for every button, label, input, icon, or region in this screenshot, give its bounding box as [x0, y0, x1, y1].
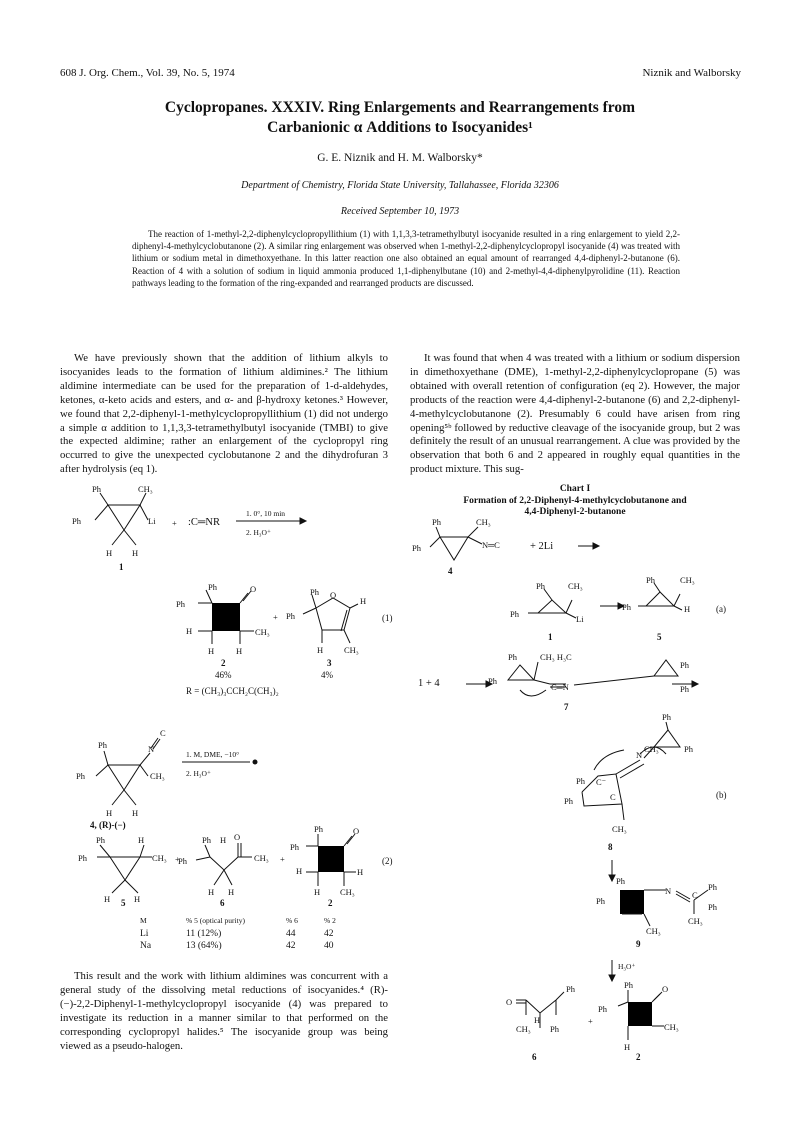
- svg-text:Li: Li: [148, 516, 156, 526]
- svg-text:C: C: [160, 728, 166, 738]
- svg-text:CH₃: CH₃: [680, 575, 695, 585]
- affiliation: Department of Chemistry, Florida State University, Tallahassee, Florida 32306: [241, 180, 559, 191]
- svg-text:+: +: [175, 854, 180, 864]
- right-paragraph-1: It was found that when 4 was treated with a lithium or sodium dispersion in dimethoxyethane (DME), 1-methyl-2,2-diphenylcyclopropane (5) was obtained with overall retention of configuration (eq 2). However, the major products of the reaction were 4,4-diphenyl-2-butanone (6) and 2,2-diphenyl-4-methylcyclobutanone (2). Presumably 6 could have arisen from ring opening⁵ᵇ followed by reductive cleavage of the isocyanide group, but 2 was definitely the result of an unusual rearrangement. A clue was provided by the observation that both 6 and 2 appeared in roughly equal quantities in the product mixture. This sug-: [410, 352, 740, 476]
- svg-text:CH₃: CH₃: [568, 581, 583, 591]
- svg-text:Ph: Ph: [178, 856, 187, 866]
- svg-text:+: +: [588, 1016, 593, 1026]
- compound-2-yield: 46%: [215, 670, 232, 680]
- chart-label-8: 8: [608, 842, 613, 852]
- pathway-b-label: (b): [716, 790, 727, 800]
- svg-text:H: H: [317, 645, 324, 655]
- svg-text:Ph: Ph: [290, 842, 299, 852]
- title-line-2: Carbanionic α Additions to Isocyanides¹: [267, 119, 533, 136]
- svg-text:CH₃: CH₃: [612, 824, 627, 834]
- chart-caption-line-1: Formation of 2,2-Diphenyl-4-methylcyclobutanone and: [463, 495, 687, 506]
- table-header-cell: % 6: [286, 916, 298, 925]
- table-header-cell: M: [140, 916, 147, 925]
- svg-text:Ph: Ph: [596, 896, 605, 906]
- compound-2-label: 2: [221, 658, 226, 668]
- svg-text:Ph: Ph: [646, 575, 655, 585]
- chart-compound-8-structure: [564, 712, 694, 834]
- svg-text:CH₃: CH₃: [516, 1024, 531, 1034]
- svg-text:CH₃: CH₃: [476, 517, 491, 527]
- svg-text:O: O: [330, 590, 337, 600]
- compound-1-label: 1: [119, 562, 124, 572]
- svg-text:H: H: [357, 867, 364, 877]
- svg-text:Ph: Ph: [680, 684, 689, 694]
- svg-text:O: O: [662, 984, 669, 994]
- compound-2-label-eq2: 2: [328, 898, 333, 908]
- svg-text:H: H: [106, 808, 113, 818]
- svg-text:N: N: [148, 744, 155, 754]
- table-cell: 13 (64%): [186, 941, 222, 951]
- svg-text:O: O: [250, 584, 257, 594]
- svg-text:O: O: [353, 826, 360, 836]
- r-definition: R = (CH₃)₃CCH₂C(CH₃)₂: [186, 686, 279, 696]
- svg-text:Ph: Ph: [208, 582, 217, 592]
- svg-text:Ph: Ph: [566, 984, 575, 994]
- svg-text:Ph: Ph: [622, 602, 631, 612]
- svg-text:H: H: [236, 646, 243, 656]
- svg-text:H: H: [684, 604, 691, 614]
- svg-text:Ph: Ph: [202, 835, 211, 845]
- svg-text:H: H: [132, 808, 139, 818]
- table-cell: Li: [140, 929, 149, 939]
- svg-text:Ph: Ph: [286, 611, 295, 621]
- table-cell: 42: [286, 941, 296, 951]
- svg-text:Ph: Ph: [72, 516, 81, 526]
- pathway-a-label: (a): [716, 604, 726, 614]
- svg-text:CH₃: CH₃: [688, 916, 703, 926]
- one-plus-four: 1 + 4: [418, 678, 440, 689]
- svg-text:H: H: [220, 835, 227, 845]
- svg-text:Ph: Ph: [708, 882, 717, 892]
- svg-text:+: +: [172, 518, 177, 528]
- compound-6-label: 6: [220, 898, 225, 908]
- hydrolysis-label: H₃O⁺: [618, 962, 636, 971]
- svg-text:CH₃: CH₃: [644, 744, 659, 754]
- svg-text:Ph: Ph: [78, 853, 87, 863]
- eq1-condition-2: 2. H₃O⁺: [246, 528, 271, 537]
- svg-text:Ph: Ph: [432, 517, 441, 527]
- chart-title: Chart I: [559, 484, 591, 494]
- received-date: Received September 10, 1973: [340, 206, 460, 217]
- chart-caption-line-2: 4,4-Diphenyl-2-butanone: [524, 507, 626, 517]
- svg-text:CH₃: CH₃: [340, 887, 355, 897]
- svg-text:H: H: [186, 626, 193, 636]
- chart-compound-4-structure: [412, 517, 500, 560]
- svg-text:Ph: Ph: [488, 676, 497, 686]
- eq2-number: (2): [382, 856, 393, 866]
- svg-text:+: +: [280, 854, 285, 864]
- chart-compound-2-structure: [598, 980, 679, 1052]
- authors: G. E. Niznik and H. M. Walborsky*: [317, 152, 483, 164]
- chart-label-5: 5: [657, 632, 662, 642]
- svg-text:CH₃: CH₃: [344, 645, 359, 655]
- svg-text:C⁻: C⁻: [596, 777, 607, 787]
- compound-3-yield: 4%: [321, 670, 333, 680]
- svg-text:H: H: [534, 1015, 541, 1025]
- chart-compound-7-structure: [488, 652, 690, 696]
- svg-text:Ph: Ph: [598, 1004, 607, 1014]
- svg-text:H: H: [228, 887, 235, 897]
- svg-text:H: H: [138, 835, 145, 845]
- left-paragraph-2: This result and the work with lithium aldimines was concurrent with a general study of the dissolving metal reductions of isocyanides.⁴ (R)-(−)-2,2-Diphenyl-1-methylcyclopropyl isocyanide (4) was prepared to investigate its reduction in a manner similar to that performed on the corresponding cyclopropyl halides.⁵ The isocyanide group was being viewed as a pseudo-halogen.: [60, 970, 388, 1052]
- table-cell: 40: [324, 941, 334, 951]
- svg-text:Ph: Ph: [96, 835, 105, 845]
- svg-text:Ph: Ph: [510, 609, 519, 619]
- svg-text:H: H: [106, 548, 113, 558]
- table-cell: 11 (12%): [186, 929, 222, 939]
- svg-text:H: H: [296, 866, 303, 876]
- svg-text:Ph: Ph: [310, 587, 319, 597]
- svg-text:Ph: Ph: [616, 876, 625, 886]
- svg-text:CH₃: CH₃: [255, 627, 270, 637]
- abstract: The reaction of 1-methyl-2,2-diphenylcyclopropyllithium (1) with 1,1,3,3-tetramethylbutyl isocyanide resulted in a ring enlargement to yield 2,2-diphenyl-4-methylcyclobutanone (2). A similar ring enlargement was observed when 1-methyl-2,2-diphenylcyclopropyl isocyanide (4) was treated with lithium or sodium metal in dimethoxyethane. In this latter reaction one also obtained an equal amount of rearranged 4,4-diphenyl-2-butanone (6). Reaction of 4 with a solution of sodium in liquid ammonia produced 1,1-diphenylbutane (10) and 2-methyl-4,4-diphenylpyrolidine (11). Reaction pathways leading to the formation of the ring-expanded and rearranged products are discussed.: [132, 229, 680, 288]
- svg-text:Li: Li: [576, 614, 584, 624]
- svg-text:C: C: [692, 890, 698, 900]
- svg-text:CH₃: CH₃: [150, 771, 165, 781]
- chart-compound-9-structure: [596, 876, 718, 936]
- running-header-right: Niznik and Walborsky: [642, 67, 741, 79]
- isocyanide-reagent: :C═NR: [188, 517, 220, 528]
- svg-text:H: H: [134, 894, 141, 904]
- compound-4-label: 4, (R)-(−): [90, 820, 126, 830]
- chart-label-9: 9: [636, 939, 641, 949]
- svg-text:H: H: [208, 646, 215, 656]
- title-line-1: Cyclopropanes. XXXIV. Ring Enlargements and Rearrangements from: [164, 99, 636, 116]
- svg-text:H: H: [208, 887, 215, 897]
- svg-text:H: H: [132, 548, 139, 558]
- eq1-number: (1): [382, 613, 393, 623]
- table-cell: 42: [324, 929, 334, 939]
- svg-text:Ph: Ph: [98, 740, 107, 750]
- svg-text:H: H: [360, 596, 367, 606]
- svg-text:H: H: [314, 887, 321, 897]
- compound-5-label: 5: [121, 898, 126, 908]
- svg-text:N: N: [665, 886, 672, 896]
- svg-text:O: O: [506, 997, 513, 1007]
- eq2-condition-1: 1. M, DME, −10°: [186, 750, 240, 759]
- svg-text:Ph: Ph: [624, 980, 633, 990]
- svg-text:Ph: Ph: [680, 660, 689, 670]
- svg-text:Ph: Ph: [576, 776, 585, 786]
- chart-compound-1-structure: [510, 581, 584, 624]
- compound-3-label: 3: [327, 658, 332, 668]
- chart-label-6: 6: [532, 1052, 537, 1062]
- svg-text:Ph: Ph: [176, 599, 185, 609]
- chart-compound-5-structure: [622, 575, 695, 614]
- svg-text:N: N: [636, 750, 643, 760]
- svg-text:+: +: [273, 612, 278, 622]
- svg-text:CH₃ H₃C: CH₃ H₃C: [540, 652, 572, 662]
- svg-text:O: O: [234, 832, 241, 842]
- svg-text:Ph: Ph: [564, 796, 573, 806]
- table-header-cell: % 2: [324, 916, 336, 925]
- svg-text:Ph: Ph: [662, 712, 671, 722]
- eq1-condition-1: 1. 0°, 10 min: [246, 509, 286, 518]
- chart-label-1: 1: [548, 632, 553, 642]
- svg-text:Ph: Ph: [536, 581, 545, 591]
- left-paragraph-1: We have previously shown that the addition of lithium alkyls to isocyanides leads to the formation of lithium aldimines.² The lithium aldimine intermediate can be used for the preparation of 1-d-aldehydes, ketones, α-keto acids and esters, and α- and β-hydroxy ketones.³ However, we found that 2,2-diphenyl-1-methylcyclopropyllithium (1) did not undergo a simple α addition to 1,1,3,3-tetramethylbutyl isocyanide (TMBI) to give the expected aldimine; rather an enlargement of the cyclopropyl ring occurred to give the unexpected cyclobutanone 2 and the dihydrofuran 3 after hydrolysis (eq 1).: [60, 352, 388, 476]
- svg-text:Ph: Ph: [76, 771, 85, 781]
- svg-text:CH₃: CH₃: [254, 853, 269, 863]
- svg-text:Ph: Ph: [708, 902, 717, 912]
- svg-text:H: H: [104, 894, 111, 904]
- table-cell: 44: [286, 929, 296, 939]
- svg-text:H: H: [624, 1042, 631, 1052]
- svg-text:Ph: Ph: [314, 824, 323, 834]
- chart-label-7: 7: [564, 702, 569, 712]
- svg-text:CH₃: CH₃: [664, 1022, 679, 1032]
- svg-text:CH₃: CH₃: [152, 853, 167, 863]
- svg-text:N═C: N═C: [482, 540, 500, 550]
- table-cell: Na: [140, 941, 152, 951]
- running-header-left: 608 J. Org. Chem., Vol. 39, No. 5, 1974: [60, 67, 235, 79]
- svg-text:Ph: Ph: [508, 652, 517, 662]
- svg-text:CH₃: CH₃: [646, 926, 661, 936]
- svg-text:Ph: Ph: [550, 1024, 559, 1034]
- svg-text:Ph: Ph: [92, 484, 101, 494]
- svg-text:C: C: [610, 792, 616, 802]
- chart-label-2: 2: [636, 1052, 641, 1062]
- chart-compound-6-structure: [506, 984, 576, 1034]
- svg-text:Ph: Ph: [412, 543, 421, 553]
- eq2-condition-2: 2. H₃O⁺: [186, 769, 211, 778]
- table-header-cell: % 5 (optical purity): [186, 916, 245, 925]
- svg-text:C═N: C═N: [551, 682, 569, 692]
- plus-2li: + 2Li: [530, 541, 554, 552]
- svg-text:CH₃: CH₃: [138, 484, 153, 494]
- svg-text:Ph: Ph: [684, 744, 693, 754]
- chart-label-4: 4: [448, 566, 453, 576]
